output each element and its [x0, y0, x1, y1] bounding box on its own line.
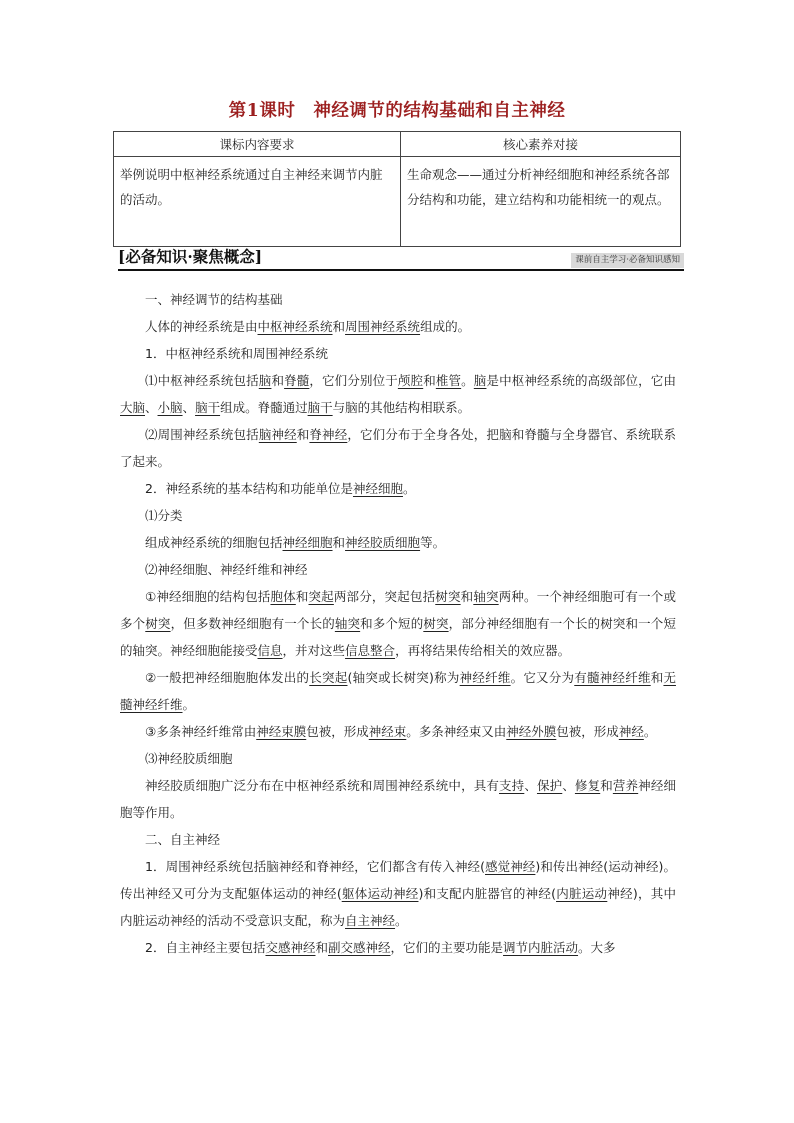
- key-term: 神经胶质细胞: [345, 535, 421, 550]
- text-run: 1．中枢神经系统和周围神经系统: [145, 346, 328, 361]
- key-term: 脑: [473, 373, 487, 388]
- key-term: 突起: [308, 589, 334, 604]
- text-run: ③多条神经纤维常由: [145, 724, 257, 739]
- text-run: 。它又分为: [510, 670, 575, 685]
- text-run: 。: [461, 373, 474, 388]
- key-term: 神经外膜: [506, 724, 557, 739]
- key-term: 长突起: [309, 670, 348, 685]
- text-run: 。: [402, 481, 416, 496]
- key-term: 脑: [258, 373, 272, 388]
- paragraph: [120, 475, 676, 502]
- key-term: 调节内脏活动: [503, 940, 579, 955]
- text-run: 、: [182, 400, 196, 415]
- text-run: ，它们分布于全身各处，把脑和脊髓与全身器官、系统联系了起来。: [120, 427, 676, 469]
- key-term: 交感神经: [265, 940, 316, 955]
- text-run: 神经)，其中内脏运动神经的活动不受意识支配，称为: [120, 886, 676, 928]
- key-term: 脑干: [307, 400, 333, 415]
- text-run: 一、神经调节的结构基础: [145, 292, 283, 307]
- text-run: ，并对这些: [282, 643, 346, 658]
- text-run: 。: [643, 724, 657, 739]
- table-row: [114, 157, 681, 247]
- document-body: [120, 286, 676, 961]
- text-run: 和: [332, 319, 346, 334]
- text-run: 和: [423, 373, 436, 388]
- text-run: ⑴中枢神经系统包括: [145, 373, 259, 388]
- section-title: [必备知识·聚焦概念]: [118, 247, 263, 266]
- key-term: 周围神经系统: [345, 319, 421, 334]
- key-term: 脊神经: [309, 427, 348, 442]
- key-term: 神经纤维: [459, 670, 511, 685]
- paragraph: [120, 421, 676, 475]
- lesson-title: 第1课时 神经调节的结构基础和自主神经: [228, 101, 566, 121]
- key-term: 轴突: [334, 616, 361, 631]
- paragraph: [120, 286, 676, 313]
- text-run: 是中枢神经系统的高级部位，它由: [486, 373, 676, 388]
- key-term: 椎管: [435, 373, 462, 388]
- key-term: 神经: [618, 724, 644, 739]
- key-term: 保护: [536, 778, 563, 793]
- text-run: 组成神经系统的细胞包括: [145, 535, 283, 550]
- key-term: 副交感神经: [328, 940, 391, 955]
- text-run: ②一般把神经细胞胞体发出的: [145, 670, 310, 685]
- text-run: 与脑的其他结构相联系。: [332, 400, 471, 415]
- text-run: ，部分神经细胞有一个长的树突和一个短的轴突。神经细胞能接受: [120, 616, 676, 658]
- text-run: 和: [295, 589, 309, 604]
- paragraph: [120, 556, 676, 583]
- key-term: 大脑: [120, 400, 146, 415]
- text-run: ，它们的主要功能是: [390, 940, 504, 955]
- paragraph: [120, 934, 676, 961]
- key-term: 修复: [574, 778, 601, 793]
- text-run: 2．神经系统的基本结构和功能单位是: [145, 481, 353, 496]
- table-header-row: [114, 132, 681, 157]
- section-header: [118, 245, 684, 269]
- key-term: 感觉神经: [484, 859, 536, 874]
- table-cell-requirements: 举例说明中枢神经系统通过自主神经来调节内脏的活动。: [114, 157, 401, 247]
- table-header-requirements: 课标内容要求: [114, 132, 401, 157]
- text-run: ⑵周围神经系统包括: [145, 427, 259, 442]
- text-run: ⑴分类: [145, 508, 183, 523]
- text-run: 等。: [420, 535, 446, 550]
- text-run: (轴突或长树突)称为: [347, 670, 460, 685]
- text-run: 和: [600, 778, 613, 793]
- key-term: 树突: [145, 616, 171, 631]
- key-term: 有髓神经纤维: [574, 670, 651, 685]
- table-header-competency: 核心素养对接: [401, 132, 681, 157]
- text-run: 和: [650, 670, 664, 685]
- text-run: )和支配内脏器官的神经(: [418, 886, 557, 901]
- key-term: 躯体运动神经: [341, 886, 419, 901]
- key-term: 颅腔: [397, 373, 424, 388]
- text-run: )和传出神经(运动神经)。传出神经又可分为支配躯体运动的神经(: [120, 859, 676, 901]
- key-term: 信息整合: [345, 643, 396, 658]
- text-run: ，它们分别位于: [309, 373, 398, 388]
- paragraph: [120, 853, 676, 934]
- key-term: 神经束膜: [256, 724, 307, 739]
- text-run: 和多个短的: [360, 616, 424, 631]
- paragraph: [120, 826, 676, 853]
- paragraph: [120, 313, 676, 340]
- text-run: 和: [271, 373, 285, 388]
- text-run: 包被，形成: [556, 724, 619, 739]
- curriculum-table: [113, 131, 681, 247]
- key-term: 信息: [257, 643, 283, 658]
- section-divider: [118, 269, 684, 271]
- text-run: 包被，形成: [306, 724, 369, 739]
- table-cell-competency: 生命观念——通过分析神经细胞和神经系统各部分结构和功能，建立结构和功能相统一的观点。: [401, 157, 681, 247]
- paragraph: [120, 664, 676, 718]
- paragraph: [120, 718, 676, 745]
- text-run: 人体的神经系统是由: [145, 319, 258, 334]
- text-run: 。: [182, 697, 196, 712]
- text-run: 。: [395, 913, 408, 928]
- text-run: ①神经细胞的结构包括: [145, 589, 271, 604]
- paragraph: [120, 529, 676, 556]
- paragraph: [120, 583, 676, 664]
- text-run: 、: [562, 778, 575, 793]
- key-term: 小脑: [157, 400, 183, 415]
- key-term: 支持: [499, 778, 525, 793]
- paragraph: [120, 772, 676, 826]
- text-run: ⑵神经细胞、神经纤维和神经: [145, 562, 308, 577]
- key-term: 脑神经: [258, 427, 297, 442]
- paragraph: [120, 502, 676, 529]
- text-run: 两部分，突起包括: [333, 589, 436, 604]
- key-term: 轴突: [473, 589, 499, 604]
- text-run: ⑶神经胶质细胞: [145, 751, 233, 766]
- key-term: 神经束: [368, 724, 407, 739]
- paragraph: [120, 340, 676, 367]
- paragraph: [120, 745, 676, 772]
- key-term: 神经细胞: [282, 535, 333, 550]
- text-run: ，但多数神经细胞有一个长的: [170, 616, 335, 631]
- text-run: 和: [460, 589, 474, 604]
- key-term: 神经细胞: [352, 481, 403, 496]
- paragraph: [120, 367, 676, 421]
- key-term: 树突: [423, 616, 449, 631]
- text-run: 二、自主神经: [145, 832, 221, 847]
- text-run: 组成。脊髓通过: [220, 400, 308, 415]
- key-term: 无髓神经纤维: [120, 670, 676, 712]
- text-run: 和: [296, 427, 310, 442]
- key-term: 树突: [435, 589, 461, 604]
- text-run: 组成的。: [420, 319, 471, 334]
- text-run: ，再将结果传给相关的效应器。: [395, 643, 571, 658]
- text-run: 神经细胞等作用。: [120, 778, 676, 820]
- key-term: 内脏运动: [556, 886, 608, 901]
- section-badge: 课前自主学习·必备知识感知: [571, 253, 684, 268]
- key-term: 胞体: [270, 589, 296, 604]
- text-run: 神经胶质细胞广泛分布在中枢神经系统和周围神经系统中，具有: [145, 778, 500, 793]
- text-run: 。大多: [578, 940, 616, 955]
- key-term: 中枢神经系统: [257, 319, 333, 334]
- text-run: 、: [145, 400, 158, 415]
- key-term: 脑干: [195, 400, 221, 415]
- text-run: 和: [315, 940, 328, 955]
- text-run: 、: [524, 778, 537, 793]
- text-run: 两种。一个神经细胞可有一个或多个: [120, 589, 676, 631]
- text-run: 1．周围神经系统包括脑神经和脊神经，它们都含有传入神经(: [145, 859, 485, 874]
- key-term: 脊髓: [284, 373, 310, 388]
- key-term: 营养: [612, 778, 639, 793]
- key-term: 自主神经: [345, 913, 396, 928]
- text-run: 和: [332, 535, 346, 550]
- text-run: 2．自主神经主要包括: [145, 940, 266, 955]
- text-run: 。多条神经束又由: [406, 724, 507, 739]
